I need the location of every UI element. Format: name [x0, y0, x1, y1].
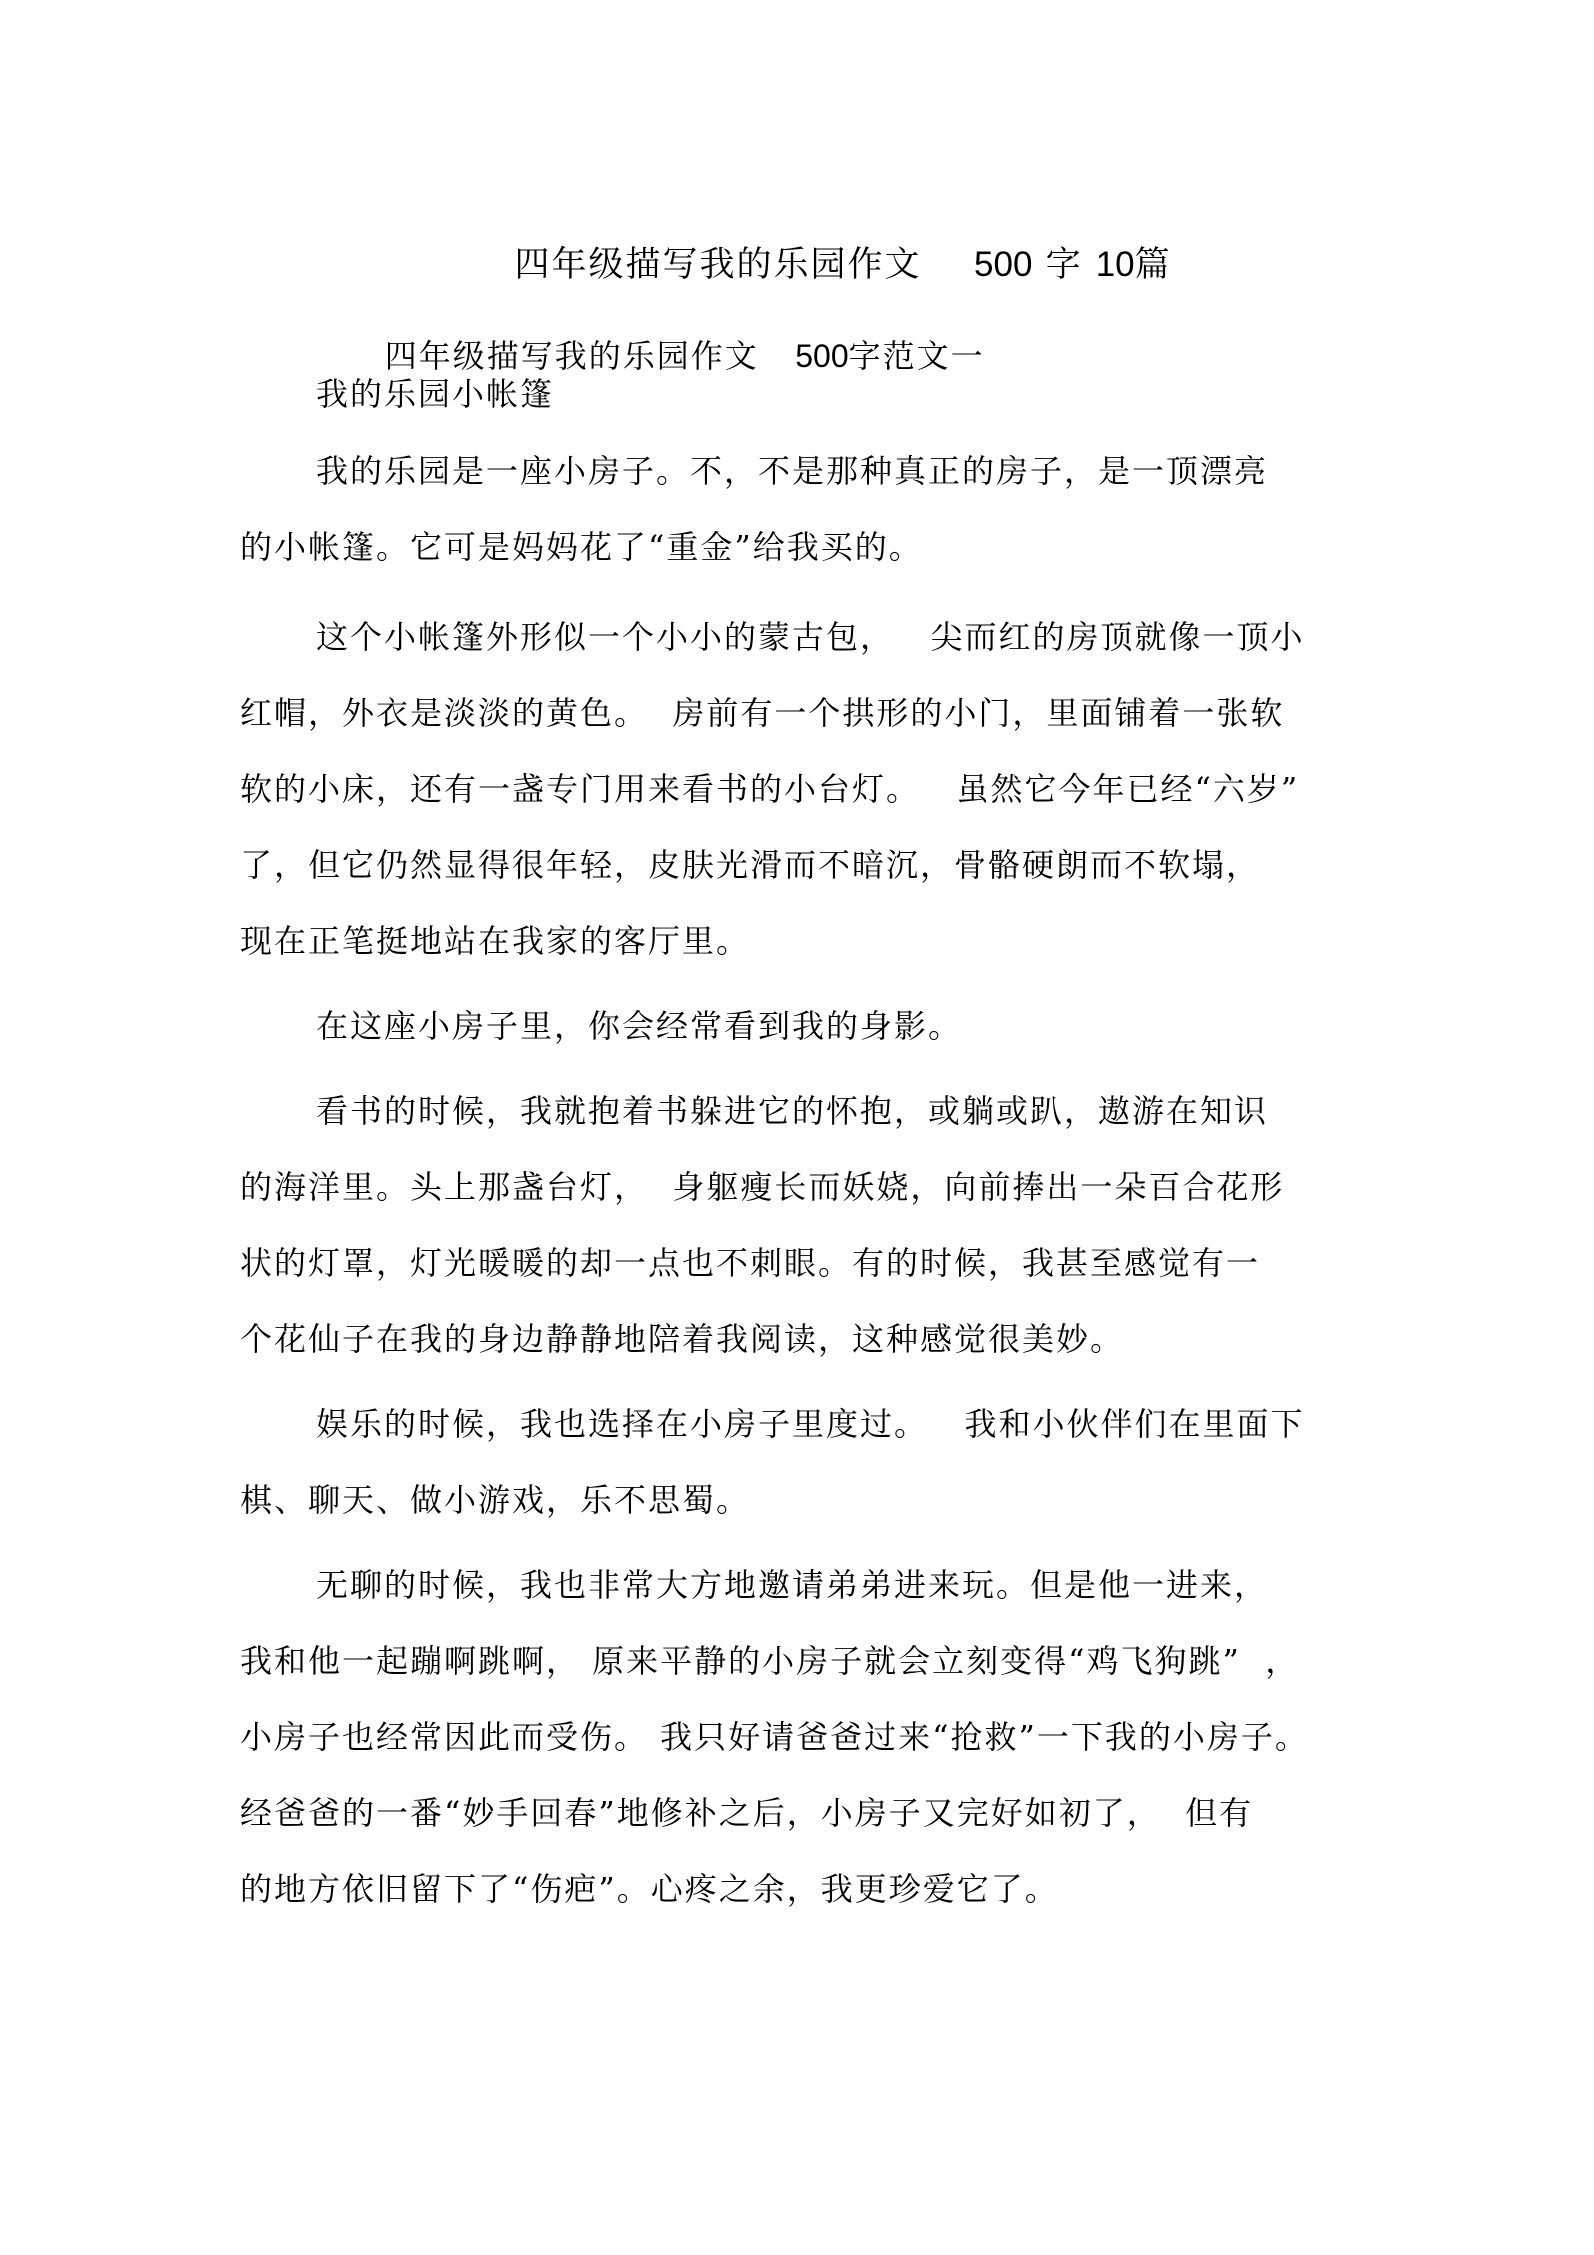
title-text: 四年级描写我的乐园作文 — [514, 245, 922, 285]
body-line: 现在正笔挺地站在我家的客厅里。 — [240, 922, 751, 960]
body-line: 小房子也经常因此而受伤。 我只好请爸爸过来“抢救”一下我的小房子。 — [240, 1718, 1309, 1756]
body-line: 棋、聊天、做小游戏，乐不思蜀。 — [240, 1481, 751, 1519]
body-line: 的小帐篷。它可是妈妈花了“重金”给我买的。 — [240, 528, 923, 566]
body-line: 在这座小房子里，你会经常看到我的身影。 — [316, 1007, 963, 1045]
body-line: 的地方依旧留下了“伤疤”。心疼之余，我更珍爱它了。 — [240, 1870, 1059, 1908]
title-word-count: 500 — [974, 245, 1033, 284]
essay-heading: 我的乐园小帐篷 — [316, 375, 555, 413]
body-line: 我和他一起蹦啊跳啊， 原来平静的小房子就会立刻变得“鸡飞狗跳” ， — [240, 1642, 1300, 1680]
title-gap — [922, 245, 975, 285]
title-piece-count: 10篇 — [1095, 245, 1170, 284]
body-line: 经爸爸的一番“妙手回春”地修补之后，小房子又完好如初了， 但有 — [240, 1794, 1254, 1832]
body-line: 这个小帐篷外形似一个小小的蒙古包， 尖而红的房顶就像一顶小 — [316, 618, 1305, 656]
body-line: 无聊的时候，我也非常大方地邀请弟弟进来玩。但是他一进来， — [316, 1566, 1269, 1604]
body-line: 了，但它仍然显得很年轻，皮肤光滑而不暗沉，骨骼硬朗而不软塌， — [240, 846, 1261, 884]
body-line: 状的灯罩，灯光暖暖的却一点也不刺眼。有的时候，我甚至感觉有一 — [240, 1244, 1261, 1282]
body-line: 软的小床，还有一盏专门用来看书的小台灯。 虽然它今年已经“六岁” — [240, 770, 1300, 808]
body-line: 看书的时候，我就抱着书躲进它的怀抱，或躺或趴，遨游在知识 — [316, 1092, 1269, 1130]
body-line: 娱乐的时候，我也选择在小房子里度过。 我和小伙伴们在里面下 — [316, 1405, 1305, 1443]
body-line: 红帽，外衣是淡淡的黄色。 房前有一个拱形的小门，里面铺着一张软 — [240, 694, 1285, 732]
title-unit: 字 — [1032, 245, 1096, 285]
body-line: 我的乐园是一座小房子。不，不是那种真正的房子，是一顶漂亮 — [316, 452, 1269, 490]
subtitle-word-count: 500 — [795, 338, 849, 374]
body-line: 的海洋里。头上那盏台灯， 身躯瘦长而妖娆，向前捧出一朵百合花形 — [240, 1168, 1285, 1206]
subtitle-text: 四年级描写我的乐园作文 — [384, 337, 759, 375]
subtitle-rest: 字范文一 — [848, 337, 985, 375]
subtitle-gap — [759, 337, 796, 375]
body-line: 个花仙子在我的身边静静地陪着我阅读，这种感觉很美妙。 — [240, 1320, 1125, 1358]
